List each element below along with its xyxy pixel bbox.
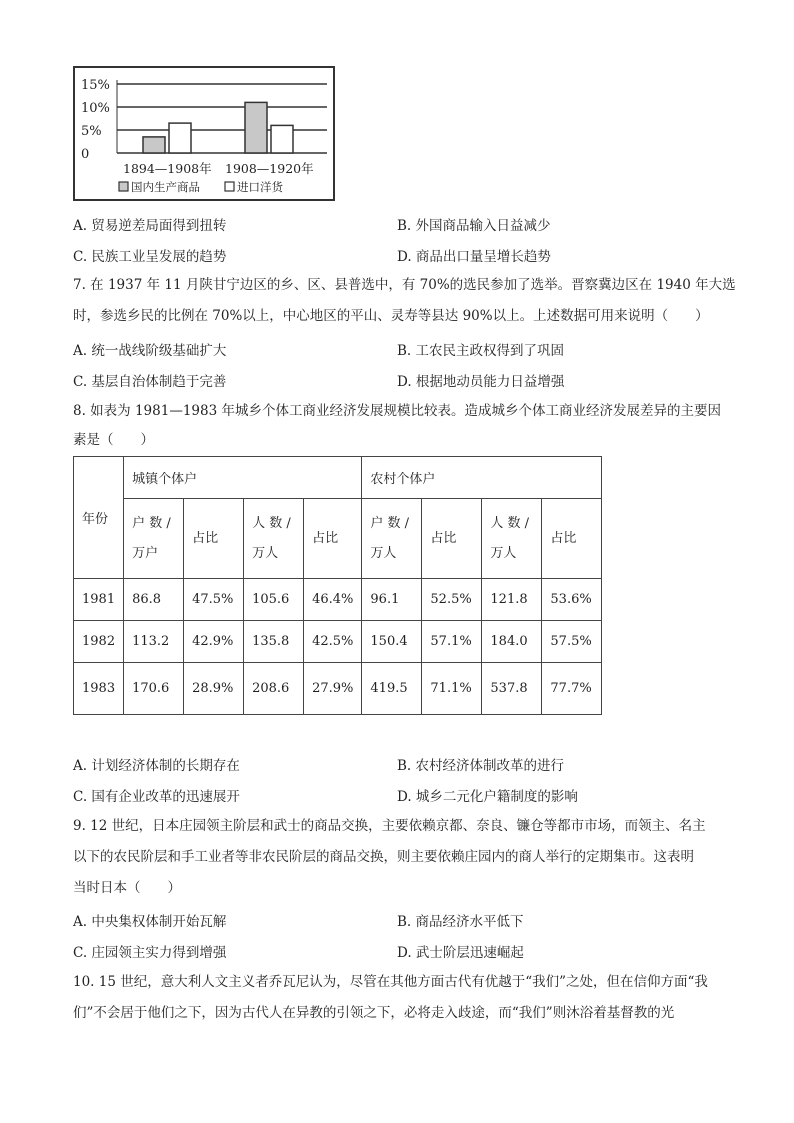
q6-option-b[interactable]: B. 外国商品输入日益减少 [397,218,551,234]
bar-imported [169,123,191,153]
table-cell: 47.5% [184,579,244,621]
q7-option-b[interactable]: B. 工农民主政权得到了巩固 [397,343,565,359]
q9-stem-line3: 当时日本（ ） [73,880,181,896]
table-cell: 46.4% [304,579,362,621]
table-cell: 105.6 [244,579,304,621]
q6-option-a[interactable]: A. 贸易逆差局面得到扭转 [73,218,227,234]
table-cell: 113.2 [124,621,184,663]
table-cell: 42.5% [304,621,362,663]
q7-stem-line1: 7. 在 1937 年 11 月陕甘宁边区的乡、区、县普选中，有 70%的选民参加了选举。晋察冀边区在 1940 年大选 [73,277,736,293]
trade-chart [73,66,335,201]
q9-option-c[interactable]: C. 庄园领主实力得到增强 [73,945,227,961]
sub-header: 占比 [184,499,244,579]
table-cell: 1981 [74,579,124,621]
table-cell: 208.6 [244,663,304,715]
table-cell: 42.9% [184,621,244,663]
table-cell: 1982 [74,621,124,663]
q7-stem-line2: 时，参选乡民的比例在 70%以上，中心地区的平山、灵寿等县达 90%以上。上述数据可用来说明（ ） [73,308,709,324]
q9-stem-line1: 9. 12 世纪，日本庄园领主阶层和武士的商品交换，主要依赖京都、奈良、镰仓等都市市场，而领主、名主 [73,818,706,834]
table-cell: 96.1 [362,579,422,621]
sub-header: 占比 [542,499,602,579]
table-row [74,663,602,715]
table-cell: 53.6% [542,579,602,621]
table-cell: 1983 [74,663,124,715]
q6-option-d[interactable]: D. 商品出口量呈增长趋势 [397,249,551,265]
rural-header: 农村个体户 [362,457,602,499]
q9-option-a[interactable]: A. 中央集权体制开始瓦解 [73,914,227,930]
q9-option-b[interactable]: B. 商品经济水平低下 [397,914,524,930]
bar-domestic [143,137,165,153]
sub-header: 户 数 / 万户 [124,499,184,579]
y-tick-label: 5% [81,124,102,139]
y-tick-label: 0 [81,147,90,162]
legend-swatch-domestic [119,182,128,191]
y-tick-label: 10% [81,101,110,116]
q8-option-b[interactable]: B. 农村经济体制改革的进行 [397,758,565,774]
bar-chart [75,68,333,199]
q10-stem-line2: 们”不会居于他们之下，因为古代人在异教的引领之下，必将走入歧途，而“我们”则沐浴着基督教的光 [73,1005,675,1021]
q7-option-a[interactable]: A. 统一战线阶级基础扩大 [73,343,227,359]
sub-header: 人 数 / 万人 [482,499,542,579]
table-cell: 86.8 [124,579,184,621]
legend-label: 国内生产商品 [131,180,200,194]
q8-option-c[interactable]: C. 国有企业改革的迅速展开 [73,789,240,805]
table-cell: 57.5% [542,621,602,663]
table-cell: 419.5 [362,663,422,715]
y-tick-label: 15% [81,78,110,93]
q8-stem-line2: 素是（ ） [73,432,154,448]
table-cell: 135.8 [244,621,304,663]
bar-imported [271,125,293,153]
table-cell: 77.7% [542,663,602,715]
year-header: 年份 [74,457,124,579]
table-cell: 150.4 [362,621,422,663]
table-row [74,621,602,663]
sub-header: 占比 [304,499,362,579]
q10-stem-line1: 10. 15 世纪，意大利人文主义者乔瓦尼认为，尽管在其他方面古代有优越于“我们”之处，但在信仰方面“我 [73,974,708,990]
table-cell: 27.9% [304,663,362,715]
bar-domestic [245,102,267,153]
table-cell: 71.1% [422,663,482,715]
table-cell: 52.5% [422,579,482,621]
table-row [74,579,602,621]
table-cell: 57.1% [422,621,482,663]
table-cell: 170.6 [124,663,184,715]
q6-option-c[interactable]: C. 民族工业呈发展的趋势 [73,249,227,265]
sub-header: 户 数 / 万人 [362,499,422,579]
q7-option-d[interactable]: D. 根据地动员能力日益增强 [397,374,565,390]
x-tick-label: 1908—1920年 [225,161,314,176]
sub-header: 占比 [422,499,482,579]
q9-option-d[interactable]: D. 武士阶层迅速崛起 [397,945,524,961]
q9-stem-line2: 以下的农民阶层和手工业者等非农民阶层的商品交换，则主要依赖庄园内的商人举行的定期集市。这表明 [73,849,694,865]
q8-option-d[interactable]: D. 城乡二元化户籍制度的影响 [397,789,578,805]
legend-swatch-imported [225,182,234,191]
sub-header: 人 数 / 万人 [244,499,304,579]
x-tick-label: 1894—1908年 [123,161,212,176]
table-cell: 537.8 [482,663,542,715]
legend-label: 进口洋货 [237,180,283,194]
q7-option-c[interactable]: C. 基层自治体制趋于完善 [73,374,227,390]
table-cell: 121.8 [482,579,542,621]
table-cell: 28.9% [184,663,244,715]
urban-header: 城镇个体户 [124,457,362,499]
q8-option-a[interactable]: A. 计划经济体制的长期存在 [73,758,240,774]
q8-table [73,456,602,715]
table-cell: 184.0 [482,621,542,663]
q8-stem-line1: 8. 如表为 1981—1983 年城乡个体工商业经济发展规模比较表。造成城乡个体工商业经济发展差异的主要因 [73,403,721,419]
